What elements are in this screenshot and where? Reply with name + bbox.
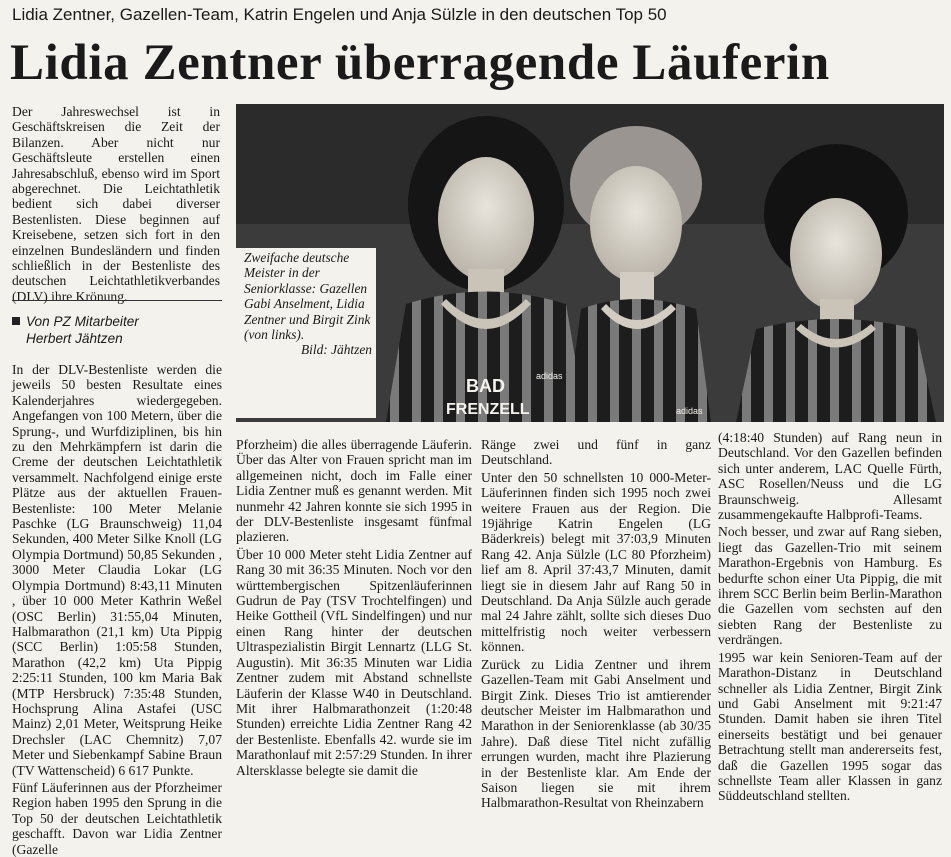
byline: [12, 313, 220, 347]
column-2-paragraph-1: Pforzheim) die alles überragende Läuferin. Über das Alter von Frauen spricht man im allgemeinen nicht, doch im Falle einer Lidia Zentner muß es genannt werden. Mit nunmehr 42 Jahren konnte sie sich 1995 in der DLV-Bestenliste insgesamt fünfmal plazieren.: [236, 437, 472, 545]
column-3-paragraph-1: Ränge zwei und fünf in ganz Deutschland.: [481, 437, 711, 468]
jersey-brand-2: adidas: [676, 406, 703, 416]
column-4-paragraph-1: (4:18:40 Stunden) auf Rang neun in Deutschland. Vor den Gazellen befinden sich unter anderem, LAC Quelle Fürth, ASC Rosellen/Neuss und die LG Braunschweig. Allesamt zusammengekaufte Halbprofi-Teams.: [718, 430, 942, 523]
jersey-text-1: BAD: [466, 376, 505, 396]
article-column-1: [12, 362, 222, 857]
photo-credit: Bild: Jähtzen: [300, 342, 372, 358]
article-column-2: [236, 437, 472, 778]
article-kicker: Lidia Zentner, Gazellen-Team, Katrin Engelen und Anja Sülzle in den deutschen Top 50: [12, 5, 667, 24]
byline-line-1: Von PZ Mitarbeiter: [26, 314, 139, 329]
jersey-brand-1: adidas: [536, 371, 563, 381]
column-4-paragraph-2: Noch besser, und zwar auf Rang sieben, liegt das Gazellen-Trio mit seinem Marathon-Ergebnis von Hamburg. Es bedurfte schon einer Uta Pippig, die mit ihrem SCC Berlin beim Berlin-Marathon die Gazellen vom sechsten auf den siebten Rang der Bestenliste zu verdrängen.: [718, 524, 942, 648]
column-1-paragraph-1: In der DLV-Bestenliste werden die jeweils 50 besten Resultate eines Kalenderjahres wiedergegeben. Angefangen von 100 Metern, über die Sprung-, und Wurfdiziplinen, bis hin zu den Mehrkämpfern ist darin die Creme der deutschen Leichtathletik versammelt. Nachfolgend einige erste Plätze aus der aktuellen Frauen-Bestenliste: 100 Meter Melanie Paschke (LG Braunschweig) 11,04 Sekunden, 400 Meter Silke Knoll (LG Olympia Dortmund) 50,85 Sekunden , 3000 Meter Claudia Lokar (LG Olympia Dortmund) 8:43,11 Minuten , über 10 000 Meter Kathrin Weßel (OSC Berlin) 31:55,04 Minuten, Halbmarathon (21,1 km) Uta Pippig (SCC Berlin) 1:05:58 Stunden, Marathon (42,2 km) Uta Pippig 2:25:11 Stunden, 100 km Maria Bak (MTP Hersbruck) 7:35:48 Stunden, Hochsprung Alina Astafei (USC Mainz) 2,01 Meter, Weitsprung Heike Drechsler (LAC Chemnitz) 7,07 Meter und Siebenkampf Sabine Braun (TV Wattenscheid) 6 617 Punkte.: [12, 362, 222, 778]
column-2-paragraph-2: Über 10 000 Meter steht Lidia Zentner auf Rang 30 mit 36:35 Minuten. Noch vor den württembergischen Spitzenläuferinnen Gudrun de Pay (TSV Trochtelfingen) und Heike Gottheil (VfL Sindelfingen) und nur einen Rang hinter der deutschen Ultraspezialistin Birgit Lennartz (LLG St. Augustin). Mit 36:35 Minuten war Lidia Zentner zudem mit Abstand schnellste Läuferin der Klasse W40 in Deutschland. Mit ihrer Halbmarathonzeit (1:20:48 Stunden) erreichte Lidia Zentner Rang 42 der Bestenliste. Ebenfalls 42. wurde sie im Marathonlauf mit 2:57:29 Stunden. In ihrer Altersklasse belegte sie damit die: [236, 546, 472, 778]
jersey-text-2: FRENZELL: [446, 401, 530, 418]
article-headline: Lidia Zentner überragende Läuferin: [10, 35, 830, 91]
article-column-3: [481, 437, 711, 811]
column-3-paragraph-2: Unter den 50 schnellsten 10 000-Meter-Läuferinnen finden sich 1995 noch zwei weitere Frauen aus der Region. Die 19jährige Katrin Engelen (LG Bäderkreis) belegt mit 37:03,9 Minuten Rang 42. Anja Sülzle (LC 80 Pforzheim) lief am 8. April 37:43,7 Minuten, damit liegt sie in diesem Jahr auf Rang 50 in Deutschland. Da Anja Sülzle auch gerade mal 24 Jahre zählt, sollte sich dieses Duo mittelfristig noch weiter verbessern können.: [481, 469, 711, 655]
caption-text: Zweifache deutsche Meister in der Seniorklasse: Gazellen Gabi Anselment, Lidia Zentner und Birgit Zink (von links).: [244, 250, 371, 343]
article-intro: [12, 104, 220, 304]
article-column-4: [718, 430, 942, 804]
column-4-paragraph-3: 1995 war kein Senioren-Team auf der Marathon-Distanz in Deutschland schneller als Lidia Zentner, Birgit Zink und Gabi Anselment mit 9:21:47 Stunden. Damit haben sie ihren Titel einerseits bestätigt und bei genauer Betrachtung stellt man andererseits fest, daß die Gazellen 1995 sogar das schnellste Team aller Klassen in ganz Süddeutschland stellten.: [718, 649, 942, 804]
intro-paragraph: Der Jahreswechsel ist in Geschäftskreisen die Zeit der Bilanzen. Aber nicht nur Geschäftsleute erstellen einen Jahresabschluß, ebenso wird im Sport abgerechnet. Die Leichtathletik bedient sich dabei diverser Bestenlisten. Diese beginnen auf Kreisebene, setzen sich fort in den einzelnen Bundesländern und finden schließlich in der Bestenliste des deutschen Leichtathletikverbandes (DLV) ihre Krönung.: [12, 104, 220, 304]
column-1-paragraph-2: Fünf Läuferinnen aus der Pforzheimer Region haben 1995 den Sprung in die Top 50 der deutschen Leichtathletik geschafft. Davon war Lidia Zentner (Gazelle: [12, 779, 222, 857]
byline-divider: [12, 300, 222, 301]
square-bullet-icon: [12, 317, 20, 325]
photo-caption: [234, 248, 376, 418]
column-3-paragraph-3: Zurück zu Lidia Zentner und ihrem Gazellen-Team mit Gabi Anselment und Birgit Zink. Dieses Trio ist amtierender deutscher Meister im Halbmarathon und Marathon in der Seniorenklasse (ab 30/35 Jahre). Daß diese Titel nicht zufällig errungen wurden, macht ihre Plazierung in der Bestenliste klar. Am Ende der Saison liegen sie mit ihrem Halbmarathon-Resultat von Rheinzabern: [481, 656, 711, 811]
byline-line-2: Herbert Jähtzen: [26, 331, 123, 346]
